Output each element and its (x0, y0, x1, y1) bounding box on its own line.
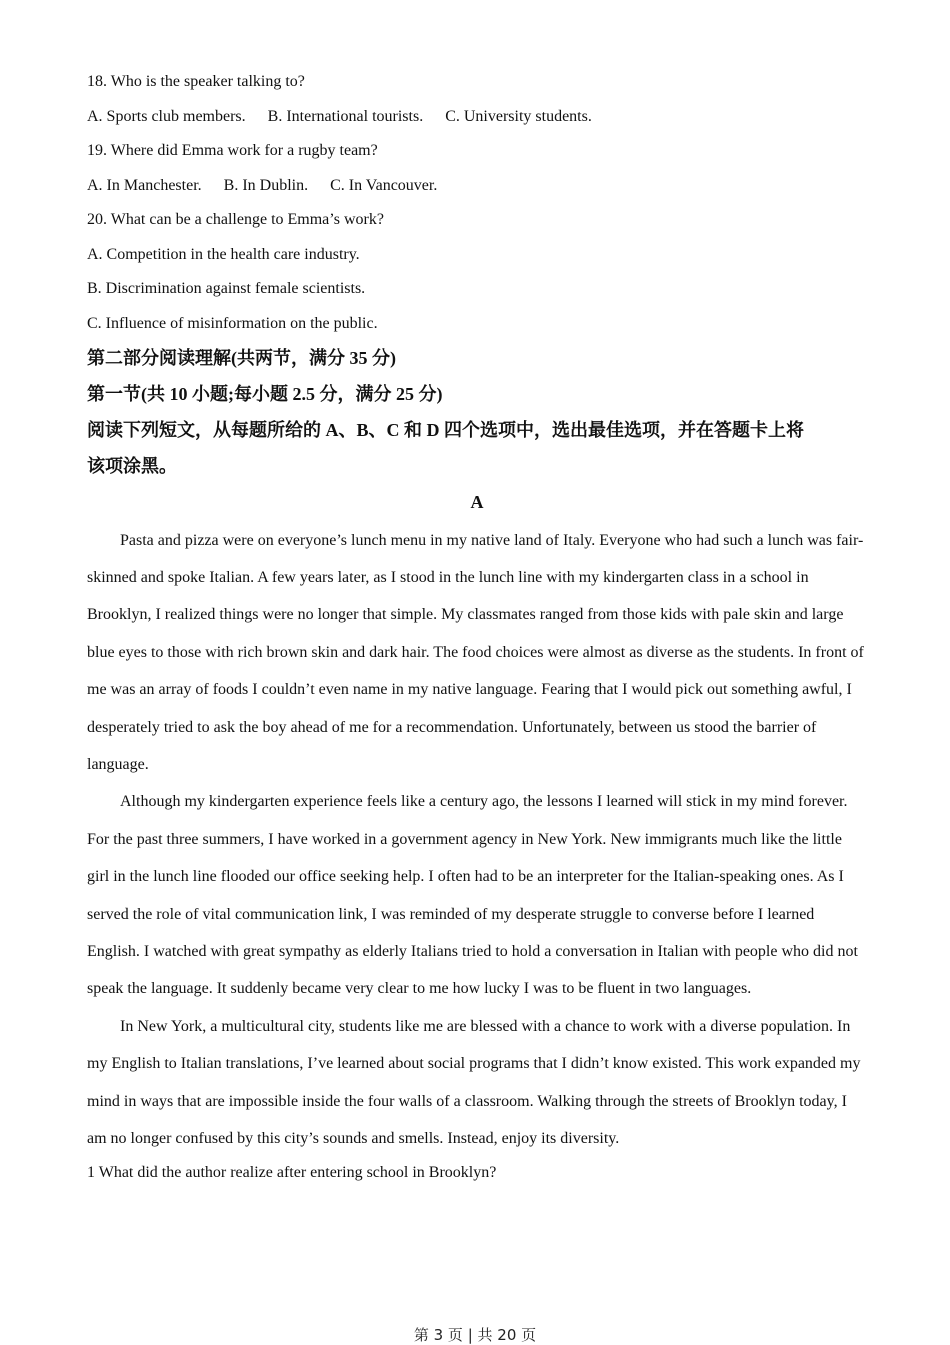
option-b: B. Discrimination against female scientists. (87, 280, 366, 297)
instruction-line-2: 该项涂黑。 (87, 455, 177, 476)
option-c: C. University students. (445, 107, 592, 125)
passage-label: A (470, 491, 484, 512)
option-a: A. Competition in the health care industry. (87, 245, 360, 263)
option-c: C. Influence of misinformation on the public. (87, 314, 378, 332)
question-18-options (87, 107, 867, 127)
passage-paragraph: In New York, a multicultural city, students like me are blessed with a chance to work with a diverse population. In my English to Italian translations, I’ve learned about social programs that I didn’t know existed. This work expanded my mind in ways that are impossible inside the four walls of a classroom. Walking through the streets of Brooklyn today, I am no longer confused by this city’s sounds and smells. Instead, enjoy its diversity. (87, 1017, 861, 1147)
question-18-stem: 18. Who is the speaker talking to? (87, 73, 305, 90)
subsection-title: 第一节(共 10 小题;每小题 2.5 分，满分 25 分) (87, 383, 443, 404)
part-title: 第二部分阅读理解(共两节，满分 35 分) (87, 347, 396, 368)
option-b: B. International tourists. (267, 107, 424, 125)
option-b: B. In Dublin. (223, 176, 309, 194)
passage-paragraph: Pasta and pizza were on everyone’s lunch menu in my native land of Italy. Everyone who had such a lunch was fair-skinned and spoke Italian. A few years later, as I stood in the lunch line with my kindergarten class in a school in Brooklyn, I realized things were no longer that simple. My classmates ranged from those kids with pale skin and large blue eyes to those with rich brown skin and dark hair. The food choices were almost as diverse as the students. In front of me was an array of foods I couldn’t even name in my native language. Fearing that I would pick out something awful, I desperately tried to ask the boy ahead of me for a recommendation. Unfortunately, between us stood the barrier of language. (87, 531, 864, 773)
passage-paragraph: Although my kindergarten experience feels like a century ago, the lessons I learned will stick in my mind forever. For the past three summers, I have worked in a government agency in New York. New immigrants much like the little girl in the lunch line flooded our office seeking help. I often had to be an interpreter for the Italian-speaking ones. As I served the role of vital communication link, I was reminded of my desperate struggle to converse before I learned English. I watched with great sympathy as elderly Italians tried to hold a conversation in Italian with people who did not speak the language. It suddenly became very clear to me how lucky I was to be fluent in two languages. (87, 793, 858, 998)
question-1-stem: 1 What did the author realize after entering school in Brooklyn? (87, 1164, 497, 1182)
question-20-stem: 20. What can be a challenge to Emma’s work? (87, 211, 384, 228)
page-content (87, 72, 867, 1183)
instruction-line-1: 阅读下列短文，从每题所给的 A、B、C 和 D 四个选项中，选出最佳选项，并在答题卡上将 (87, 419, 804, 440)
question-19-options (87, 176, 867, 196)
question-19-stem: 19. Where did Emma work for a rugby team? (87, 142, 378, 159)
option-c: C. In Vancouver. (330, 176, 438, 194)
option-a: A. Sports club members. (87, 107, 246, 125)
option-a: A. In Manchester. (87, 176, 202, 194)
page-footer: 第 3 页 | 共 20 页 (413, 1326, 537, 1344)
